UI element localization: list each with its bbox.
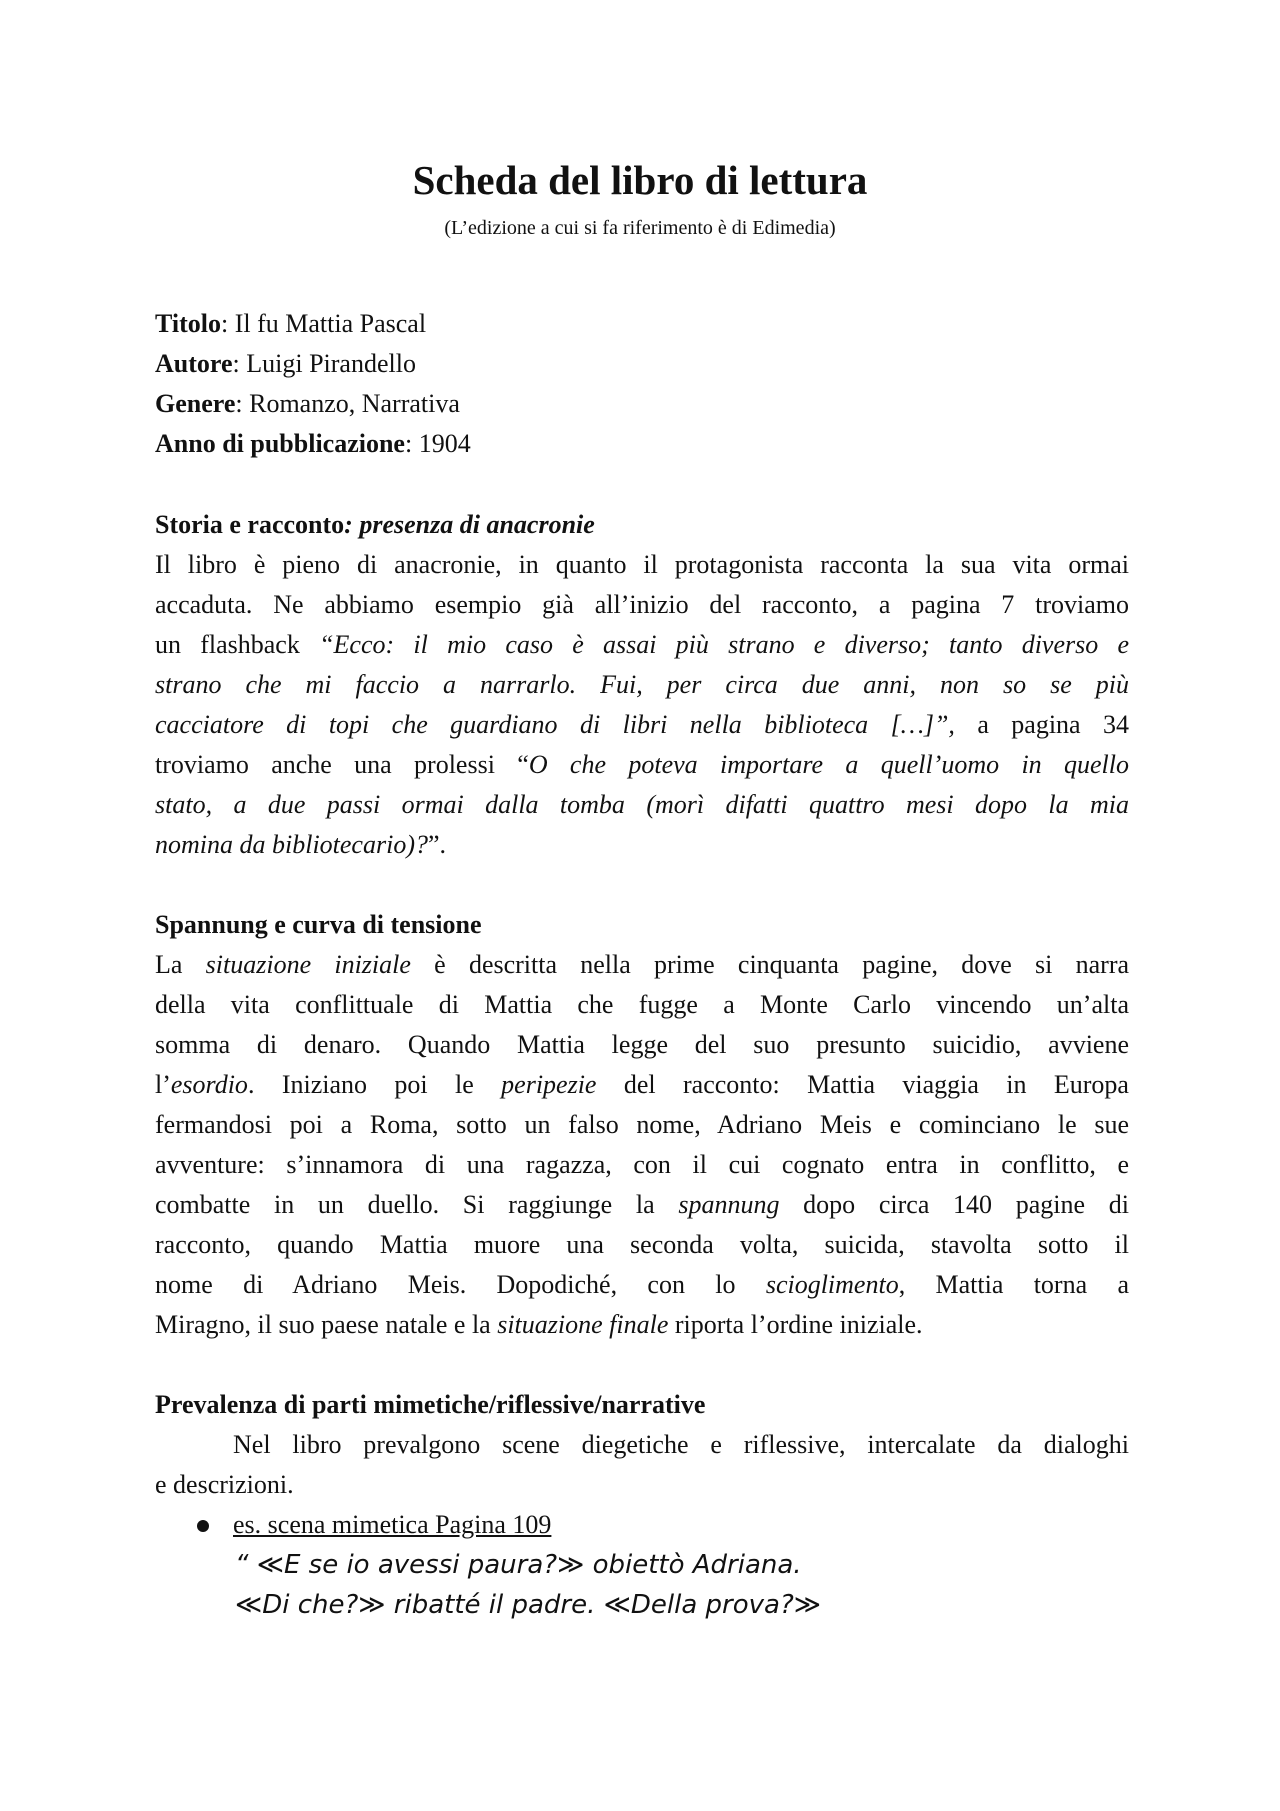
text-span: combatte in un duello. Si raggiunge la — [155, 1190, 679, 1219]
section-spannung — [155, 905, 1129, 1345]
italic-span: esordio — [170, 1070, 248, 1099]
paragraph-line — [155, 1185, 1129, 1225]
text-span: riporta l’ordine iniziale. — [668, 1310, 923, 1339]
text-span: , Mattia torna a — [898, 1270, 1129, 1299]
text-span: Miragno, il suo paese natale e la — [155, 1310, 498, 1339]
text-span: dopo circa 140 pagine di — [779, 1190, 1129, 1219]
italic-span: scioglimento — [765, 1270, 899, 1299]
italic-span: nomina da bibliotecario)? — [155, 830, 428, 859]
text-span: un flashback — [155, 630, 320, 659]
section-prevalenza — [155, 1385, 1129, 1625]
info-value: : Luigi Pirandello — [232, 349, 416, 378]
info-value: : Romanzo, Narrativa — [235, 389, 460, 418]
text-span: è descritta nella prime cinquanta pagine, dove si narra — [410, 950, 1130, 979]
text-span: nome di Adriano Meis. Dopodiché, con lo — [155, 1270, 766, 1299]
section-heading: Spannung e curva di tensione — [155, 910, 482, 939]
paragraph-line — [155, 745, 1129, 785]
section-heading: Prevalenza di parti mimetiche/riflessive/narrative — [155, 1390, 706, 1419]
info-label: Anno di pubblicazione — [155, 429, 405, 458]
paragraph-line — [155, 705, 1129, 745]
paragraph-line — [155, 1265, 1129, 1305]
italic-span: spannung — [678, 1190, 780, 1219]
info-value: : 1904 — [404, 429, 471, 458]
bullet-text: es. scena mimetica Pagina 109 — [233, 1510, 552, 1539]
section-heading — [155, 505, 1129, 545]
paragraph-line — [155, 1305, 1129, 1345]
italic-span: situazione finale — [497, 1310, 669, 1339]
info-label: Titolo — [155, 309, 221, 338]
book-info — [155, 304, 1129, 464]
text-span: a pagina 34 — [954, 710, 1129, 739]
paragraph-line — [155, 945, 1129, 985]
paragraph-line: e descrizioni. — [155, 1470, 294, 1499]
paragraph-line: Il libro è pieno di anacronie, in quanto il protagonista racconta la sua vita ormai — [155, 550, 1129, 579]
paragraph-line: stato, a due passi ormai dalla tomba (morì difatti quattro mesi dopo la mia — [155, 790, 1129, 819]
text-span: . Iniziano poi le — [247, 1070, 502, 1099]
info-author-row — [155, 344, 1129, 384]
info-genre-row — [155, 384, 1129, 424]
bullet-item — [155, 1505, 1129, 1545]
paragraph-line: accaduta. Ne abbiamo esempio già all’inizio del racconto, a pagina 7 troviamo — [155, 590, 1129, 619]
paragraph-line: della vita conflittuale di Mattia che fugge a Monte Carlo vincendo un’alta — [155, 990, 1129, 1019]
paragraph-line: avventure: s’innamora di una ragazza, con il cui cognato entra in conflitto, e — [155, 1150, 1129, 1179]
italic-span: situazione iniziale — [205, 950, 411, 979]
italic-span: peripezie — [501, 1070, 597, 1099]
info-year-row — [155, 424, 1129, 464]
bullet-icon — [197, 1520, 209, 1532]
heading-bold-text: Storia e racconto — [155, 510, 345, 539]
paragraph-line — [155, 625, 1129, 665]
italic-span: “Ecco: il mio caso è assai più strano e diverso; tanto diverso e — [319, 630, 1130, 659]
quote-line: ≪Di che?≫ ribatté il padre. ≪Della prova?≫ — [235, 1590, 821, 1620]
paragraph-line: racconto, quando Mattia muore una seconda volta, suicida, stavolta sotto il — [155, 1230, 1129, 1259]
italic-span: O che poteva importare a quell’uomo in quello — [528, 750, 1130, 779]
paragraph-line: fermandosi poi a Roma, sotto un falso nome, Adriano Meis e cominciano le sue — [155, 1110, 1129, 1139]
quote-line: “ ≪E se io avessi paura?≫ obiettò Adriana. — [235, 1550, 802, 1580]
italic-span: cacciatore di topi che guardiano di libri nella biblioteca […]”, — [155, 710, 955, 739]
text-span: ”. — [427, 830, 447, 859]
text-span: del racconto: Mattia viaggia in Europa — [596, 1070, 1129, 1099]
paragraph-line — [155, 1065, 1129, 1105]
paragraph-line: Nel libro prevalgono scene diegetiche e riflessive, intercalate da dialoghi — [233, 1430, 1129, 1459]
paragraph-line: strano che mi faccio a narrarlo. Fui, per circa due anni, non so se più — [155, 670, 1129, 699]
info-label: Autore — [155, 349, 233, 378]
section-anacronie — [155, 505, 1129, 865]
page-title: Scheda del libro di lettura — [412, 157, 868, 203]
paragraph-line: somma di denaro. Quando Mattia legge del suo presunto suicidio, avviene — [155, 1030, 1129, 1059]
paragraph-line — [155, 825, 1129, 865]
text-span: troviamo anche una prolessi “ — [155, 750, 529, 779]
page-subtitle: (L’edizione a cui si fa riferimento è di Edimedia) — [444, 217, 836, 239]
text-span: La — [155, 950, 206, 979]
info-title-row — [155, 304, 1129, 344]
info-value: : Il fu Mattia Pascal — [220, 309, 427, 338]
info-label: Genere — [155, 389, 236, 418]
heading-italic-text: : presenza di anacronie — [344, 510, 595, 539]
text-span: l’ — [155, 1070, 171, 1099]
